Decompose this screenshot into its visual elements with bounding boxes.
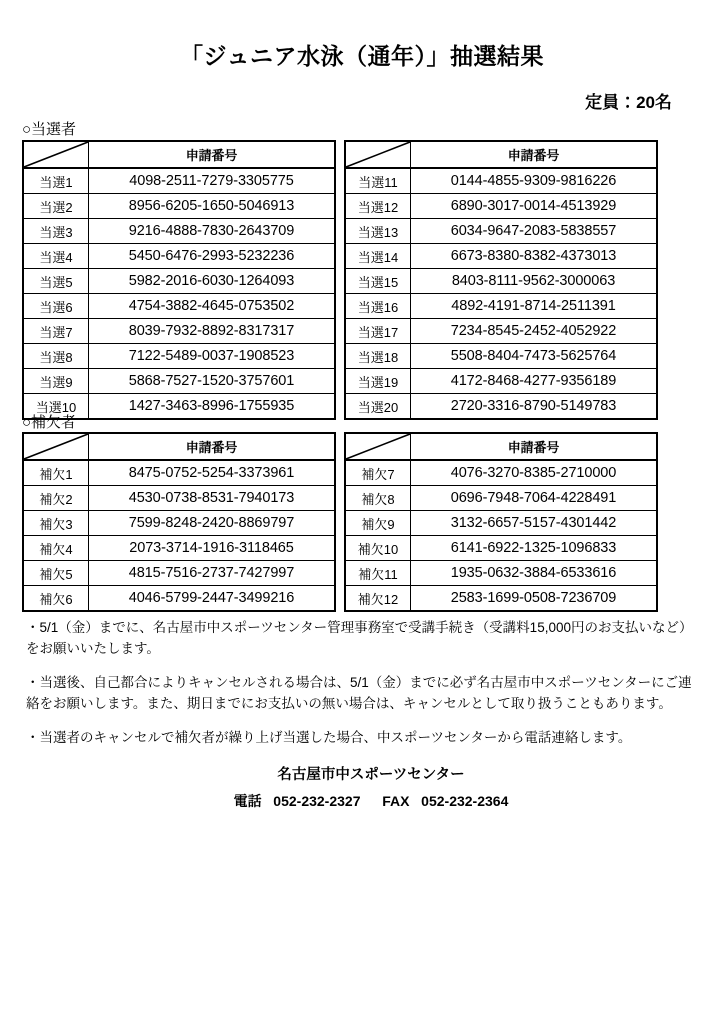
row-label-cell: 補欠12	[345, 586, 411, 612]
row-label-cell: 補欠3	[23, 511, 89, 536]
row-label-cell: 当選13	[345, 219, 411, 244]
footer-contact	[0, 791, 724, 811]
table-row	[23, 269, 335, 294]
application-number-cell: 4754-3882-4645-0753502	[89, 294, 336, 319]
table-row	[345, 194, 657, 219]
table-row	[345, 536, 657, 561]
row-label-cell: 当選11	[345, 168, 411, 194]
application-number-cell: 4892-4191-8714-2511391	[411, 294, 658, 319]
winners-table-right	[344, 140, 658, 420]
row-label-cell: 補欠9	[345, 511, 411, 536]
table-row	[23, 460, 335, 486]
corner-diagonal-cell	[345, 141, 411, 168]
application-number-cell: 8475-0752-5254-3373961	[89, 460, 336, 486]
column-header-application-number: 申請番号	[89, 141, 336, 168]
row-label-cell: 当選7	[23, 319, 89, 344]
application-number-cell: 4172-8468-4277-9356189	[411, 369, 658, 394]
table-row	[345, 486, 657, 511]
row-label-cell: 補欠11	[345, 561, 411, 586]
section-heading-alternates: ○補欠者	[22, 414, 77, 431]
row-label-cell: 補欠2	[23, 486, 89, 511]
table-row	[345, 294, 657, 319]
table-row	[345, 369, 657, 394]
table-row	[345, 394, 657, 420]
note-item: ・当選者のキャンセルで補欠者が繰り上げ当選した場合、中スポーツセンターから電話連絡します。	[26, 729, 632, 745]
table-row	[345, 586, 657, 612]
row-label-cell: 当選12	[345, 194, 411, 219]
application-number-cell: 6890-3017-0014-4513929	[411, 194, 658, 219]
application-number-cell: 8956-6205-1650-5046913	[89, 194, 336, 219]
table-row	[345, 460, 657, 486]
table-row	[23, 561, 335, 586]
row-label-cell: 当選18	[345, 344, 411, 369]
row-label-cell: 当選17	[345, 319, 411, 344]
application-number-cell: 7122-5489-0037-1908523	[89, 344, 336, 369]
row-label-cell: 当選10	[23, 394, 89, 420]
winners-tables	[22, 140, 658, 420]
table-row	[345, 511, 657, 536]
row-label-cell: 補欠6	[23, 586, 89, 612]
application-number-cell: 6034-9647-2083-5838557	[411, 219, 658, 244]
application-number-cell: 4815-7516-2737-7427997	[89, 561, 336, 586]
row-label-cell: 補欠5	[23, 561, 89, 586]
row-label-cell: 当選20	[345, 394, 411, 420]
application-number-cell: 6141-6922-1325-1096833	[411, 536, 658, 561]
application-number-cell: 5982-2016-6030-1264093	[89, 269, 336, 294]
row-label-cell: 当選16	[345, 294, 411, 319]
table-row	[345, 219, 657, 244]
table-row	[23, 369, 335, 394]
note-item: ・当選後、自己都合によりキャンセルされる場合は、5/1（金）までに必ず名古屋市中スポーツセンターにご連絡をお願いします。また、期日までにお支払いの無い場合は、キャンセルとして取り扱うこともあります。	[26, 674, 692, 711]
row-label-cell: 当選5	[23, 269, 89, 294]
row-label-cell: 補欠4	[23, 536, 89, 561]
table-header-row	[345, 141, 657, 168]
row-label-cell: 当選9	[23, 369, 89, 394]
row-label-cell: 当選2	[23, 194, 89, 219]
table-row	[23, 511, 335, 536]
phone-label: 電話	[233, 793, 262, 809]
application-number-cell: 4046-5799-2447-3499216	[89, 586, 336, 612]
table-row	[345, 319, 657, 344]
table-row	[23, 344, 335, 369]
application-number-cell: 4076-3270-8385-2710000	[411, 460, 658, 486]
row-label-cell: 補欠10	[345, 536, 411, 561]
column-header-application-number: 申請番号	[89, 433, 336, 460]
notes-section	[26, 618, 704, 749]
table-row	[23, 536, 335, 561]
row-label-cell: 補欠7	[345, 460, 411, 486]
application-number-cell: 0696-7948-7064-4228491	[411, 486, 658, 511]
application-number-cell: 1427-3463-8996-1755935	[89, 394, 336, 420]
column-header-application-number: 申請番号	[411, 433, 658, 460]
application-number-cell: 7599-8248-2420-8869797	[89, 511, 336, 536]
alternates-tables	[22, 432, 658, 612]
footer	[0, 763, 724, 811]
table-row	[345, 344, 657, 369]
corner-diagonal-cell	[345, 433, 411, 460]
application-number-cell: 4530-0738-8531-7940173	[89, 486, 336, 511]
table-row	[23, 219, 335, 244]
application-number-cell: 8403-8111-9562-3000063	[411, 269, 658, 294]
application-number-cell: 2720-3316-8790-5149783	[411, 394, 658, 420]
page-title: 「ジュニア水泳（通年）」抽選結果	[179, 43, 545, 69]
application-number-cell: 2073-3714-1916-3118465	[89, 536, 336, 561]
table-header-row	[23, 141, 335, 168]
row-label-cell: 当選3	[23, 219, 89, 244]
table-row	[23, 168, 335, 194]
table-row	[23, 244, 335, 269]
row-label-cell: 当選1	[23, 168, 89, 194]
winners-table-left	[22, 140, 336, 420]
phone-number: 052-232-2327	[273, 793, 361, 809]
application-number-cell: 5868-7527-1520-3757601	[89, 369, 336, 394]
application-number-cell: 8039-7932-8892-8317317	[89, 319, 336, 344]
table-header-row	[23, 433, 335, 460]
section-heading-winners: ○当選者	[22, 121, 77, 138]
table-row	[23, 586, 335, 612]
corner-diagonal-cell	[23, 433, 89, 460]
table-row	[23, 319, 335, 344]
note-item: ・5/1（金）までに、名古屋市中スポーツセンター管理事務室で受講手続き（受講料15,000円のお支払いなど）をお願いいたします。	[26, 620, 693, 656]
row-label-cell: 補欠8	[345, 486, 411, 511]
table-row	[345, 244, 657, 269]
row-label-cell: 当選6	[23, 294, 89, 319]
table-row	[345, 561, 657, 586]
capacity-text: 定員：20名	[585, 93, 672, 112]
application-number-cell: 5508-8404-7473-5625764	[411, 344, 658, 369]
application-number-cell: 1935-0632-3884-6533616	[411, 561, 658, 586]
table-row	[23, 486, 335, 511]
row-label-cell: 当選8	[23, 344, 89, 369]
application-number-cell: 3132-6657-5157-4301442	[411, 511, 658, 536]
diagonal-line-icon	[346, 142, 410, 167]
row-label-cell: 補欠1	[23, 460, 89, 486]
application-number-cell: 7234-8545-2452-4052922	[411, 319, 658, 344]
diagonal-line-icon	[24, 434, 88, 459]
table-row	[345, 269, 657, 294]
diagonal-line-icon	[24, 142, 88, 167]
row-label-cell: 当選14	[345, 244, 411, 269]
footer-organization: 名古屋市中スポーツセンター	[277, 767, 465, 783]
table-row	[23, 194, 335, 219]
table-row	[345, 168, 657, 194]
alternates-table-left	[22, 432, 336, 612]
application-number-cell: 4098-2511-7279-3305775	[89, 168, 336, 194]
row-label-cell: 当選15	[345, 269, 411, 294]
application-number-cell: 5450-6476-2993-5232236	[89, 244, 336, 269]
application-number-cell: 9216-4888-7830-2643709	[89, 219, 336, 244]
application-number-cell: 0144-4855-9309-9816226	[411, 168, 658, 194]
row-label-cell: 当選4	[23, 244, 89, 269]
alternates-table-right	[344, 432, 658, 612]
application-number-cell: 2583-1699-0508-7236709	[411, 586, 658, 612]
corner-diagonal-cell	[23, 141, 89, 168]
fax-number: 052-232-2364	[421, 793, 509, 809]
table-header-row	[345, 433, 657, 460]
diagonal-line-icon	[346, 434, 410, 459]
application-number-cell: 6673-8380-8382-4373013	[411, 244, 658, 269]
column-header-application-number: 申請番号	[411, 141, 658, 168]
row-label-cell: 当選19	[345, 369, 411, 394]
table-row	[23, 294, 335, 319]
fax-label: FAX	[382, 793, 410, 809]
